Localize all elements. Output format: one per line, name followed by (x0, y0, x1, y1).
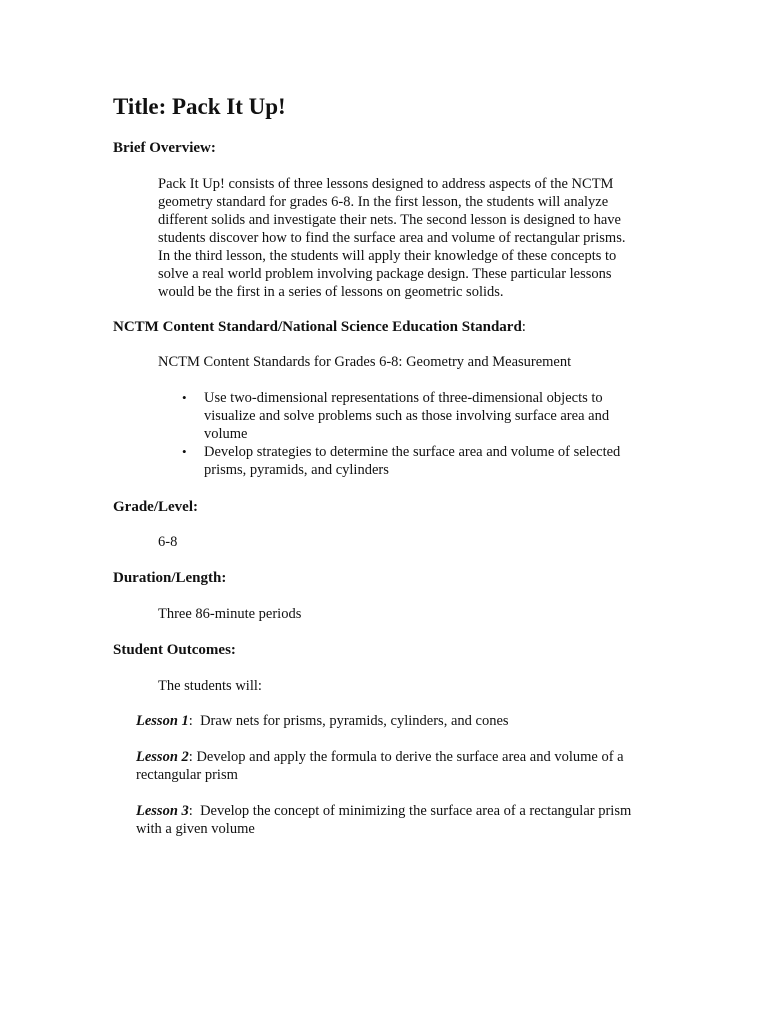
grade-level-value: 6-8 (158, 534, 178, 550)
lesson-3-separator: : (188, 803, 201, 819)
lesson-1-label: Lesson 1 (136, 713, 189, 729)
bullet-line: Use two-dimensional representations of three-dimensional objects to (204, 390, 603, 406)
bullet-line: prisms, pyramids, and cylinders (204, 462, 389, 478)
standards-bullet-list (180, 389, 660, 479)
lesson-2-text: Develop and apply the formula to derive the surface area and volume of a (196, 749, 624, 765)
list-item (180, 389, 660, 443)
overview-line: students discover how to find the surface area and volume of rectangular prisms. (158, 230, 626, 246)
lesson-3-label: Lesson 3 (136, 803, 189, 819)
overview-line: Pack It Up! consists of three lessons designed to address aspects of the NCTM (158, 176, 614, 192)
duration-value: Three 86-minute periods (158, 606, 302, 622)
grade-level-heading: Grade/Level: (113, 499, 198, 515)
lesson-1-outcome (136, 712, 676, 730)
outcomes-intro: The students will: (158, 678, 262, 694)
lesson-3-text-continued: with a given volume (136, 821, 255, 837)
brief-overview-heading: Brief Overview: (113, 140, 216, 156)
bullet-icon: • (182, 444, 187, 459)
overview-line: geometry standard for grades 6-8. In the first lesson, the students will analyze (158, 194, 609, 210)
bullet-line: visualize and solve problems such as those involving surface area and (204, 408, 610, 424)
overview-line: would be the first in a series of lessons on geometric solids. (158, 284, 504, 300)
standards-heading-text: NCTM Content Standard/National Science Education Standard (113, 319, 522, 335)
lesson-3-text: Develop the concept of minimizing the surface area of a rectangular prism (200, 803, 632, 819)
student-outcomes-heading: Student Outcomes: (113, 642, 236, 658)
standards-heading-colon: : (521, 319, 526, 335)
page-title: Title: Pack It Up! (113, 94, 286, 119)
lesson-3-outcome (136, 802, 676, 838)
lesson-2-text-continued: rectangular prism (136, 767, 238, 783)
lesson-1-text: Draw nets for prisms, pyramids, cylinders, and cones (200, 713, 509, 729)
standards-intro: NCTM Content Standards for Grades 6-8: Geometry and Measurement (158, 354, 572, 370)
lesson-2-separator: : (188, 749, 197, 765)
overview-line: solve a real world problem involving package design. These particular lessons (158, 266, 612, 282)
standards-heading (113, 318, 526, 336)
bullet-icon: • (182, 390, 187, 405)
overview-line: different solids and investigate their nets. The second lesson is designed to have (158, 212, 621, 228)
duration-heading: Duration/Length: (113, 570, 227, 586)
overview-line: In the third lesson, the students will apply their knowledge of these concepts to (158, 248, 617, 264)
lesson-2-outcome (136, 748, 676, 784)
brief-overview-paragraph (158, 175, 668, 301)
bullet-line: Develop strategies to determine the surface area and volume of selected (204, 444, 621, 460)
lesson-1-separator: : (188, 713, 201, 729)
list-item (180, 443, 660, 479)
bullet-line: volume (204, 426, 248, 442)
lesson-2-label: Lesson 2 (136, 749, 189, 765)
